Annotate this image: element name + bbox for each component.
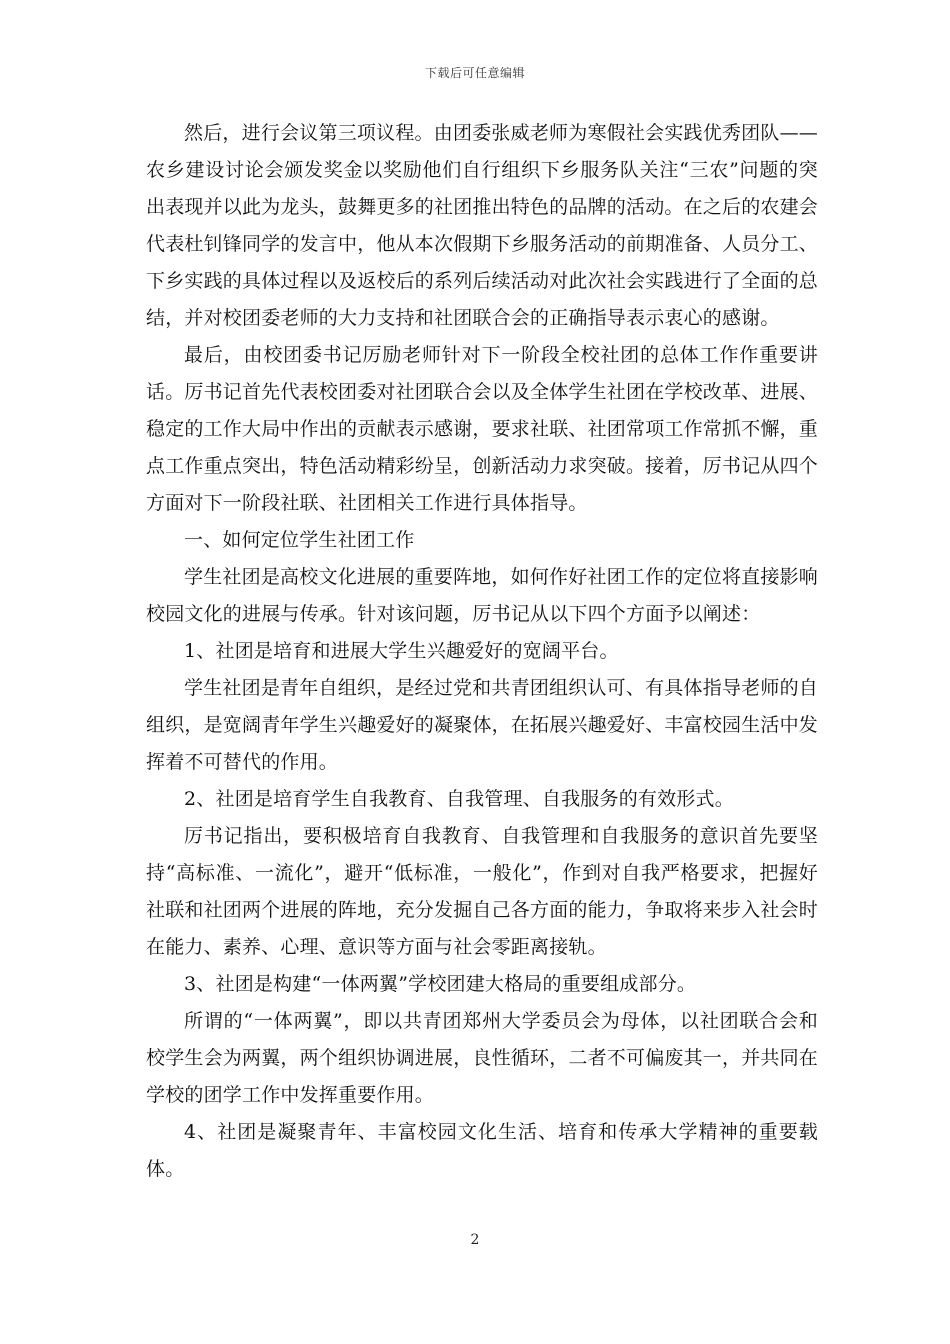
- paragraph: 学生社团是高校文化进展的重要阵地，如何作好社团工作的定位将直接影响校园文化的进展与传承。针对该问题，厉书记从以下四个方面予以阐述：: [146, 566, 818, 625]
- list-item-heading: 4、社团是凝聚青年、丰富校园文化生活、培育和传承大学精神的重要载体。: [146, 1121, 818, 1180]
- list-item-heading: 2、社团是培育学生自我教育、自我管理、自我服务的有效形式。: [184, 788, 734, 810]
- paragraph: 所谓的“一体两翼”，即以共青团郑州大学委员会为母体，以社团联合会和校学生会为两翼，两个组织协调进展，良性循环，二者不可偏废其一，并共同在学校的团学工作中发挥重要作用。: [146, 1010, 819, 1106]
- paragraph: 最后，由校团委书记厉励老师针对下一阶段全校社团的总体工作作重要讲话。厉书记首先代表校团委对社团联合会以及全体学生社团在学校改革、进展、稳定的工作大局中作出的贡献表示感谢，要求社联、社团常项工作常抓不懈，重点工作重点突出，特色活动精彩纷呈，创新活动力求突破。接着，厉书记从四个方面对下一阶段社联、社团相关工作进行具体指导。: [146, 344, 819, 514]
- page-header: 下载后可任意编辑: [424, 66, 525, 80]
- body-text: [146, 115, 818, 1188]
- paragraph: 厉书记指出，要积极培育自我教育、自我管理和自我服务的意识首先要坚持“高标准、一流化”，避开“低标准，一般化”，作到对自我严格要求，把握好社联和社团两个进展的阵地，充分发掘自己各方面的能力，争取将来步入社会时在能力、素养、心理、意识等方面与社会零距离接轨。: [146, 825, 819, 958]
- section-heading: 一、如何定位学生社团工作: [184, 529, 415, 551]
- page-number: 2: [470, 1232, 480, 1248]
- list-item-heading: 1、社团是培育和进展大学生兴趣爱好的宽阔平台。: [184, 640, 619, 662]
- paragraph: 学生社团是青年自组织，是经过党和共青团组织认可、有具体指导老师的自组织，是宽阔青年学生兴趣爱好的凝聚体，在拓展兴趣爱好、丰富校园生活中发挥着不可替代的作用。: [146, 677, 819, 773]
- paragraph: 然后，进行会议第三项议程。由团委张威老师为寒假社会实践优秀团队——农乡建设讨论会颁发奖金以奖励他们自行组织下乡服务队关注“三农”问题的突出表现并以此为龙头，鼓舞更多的社团推出特色的品牌的活动。在之后的农建会代表杜钊锋同学的发言中，他从本次假期下乡服务活动的前期准备、人员分工、下乡实践的具体过程以及返校后的系列后续活动对此次社会实践进行了全面的总结，并对校团委老师的大力支持和社团联合会的正确指导表示衷心的感谢。: [146, 122, 819, 329]
- list-item-heading: 3、社团是构建“一体两翼”学校团建大格局的重要组成部分。: [184, 973, 697, 995]
